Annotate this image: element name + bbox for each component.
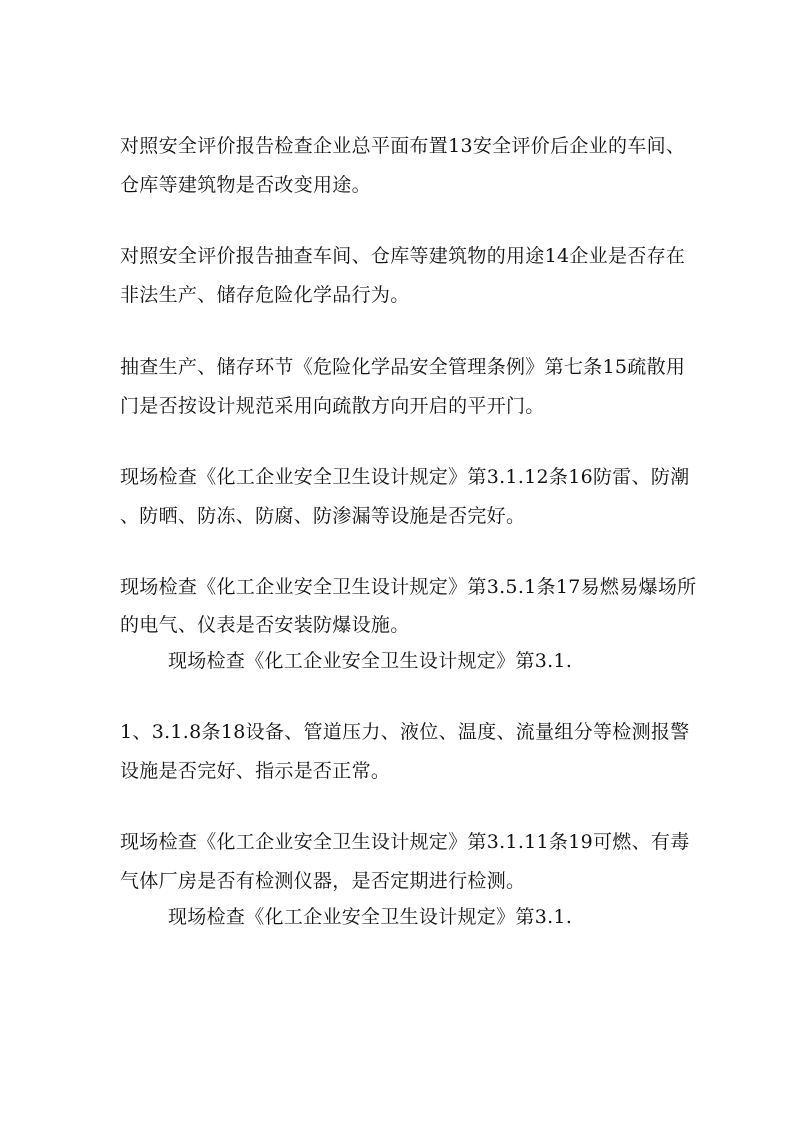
paragraph-6-line-1: 1、3.1.8条18设备、管道压力、液位、温度、流量组分等检测报警 — [120, 721, 690, 743]
paragraph-3-line-1: 抽查生产、储存环节《危险化学品安全管理条例》第七条15疏散用 — [120, 356, 686, 378]
paragraph-7-line-2: 气体厂房是否有检测仪器，是否定期进行检测。 — [120, 870, 526, 892]
paragraph-7-line-3: 现场检查《化工企业安全卫生设计规定》第3.1. — [168, 906, 573, 928]
paragraph-2-line-2: 非法生产、储存危险化学品行为。 — [120, 284, 410, 306]
paragraph-5-line-3: 现场检查《化工企业安全卫生设计规定》第3.1. — [168, 650, 573, 672]
paragraph-4-line-1: 现场检查《化工企业安全卫生设计规定》第3.1.12条16防雷、防潮 — [120, 466, 690, 488]
paragraph-1-line-1: 对照安全评价报告检查企业总平面布置13安全评价后企业的车间、 — [120, 135, 686, 157]
paragraph-3-line-2: 门是否按设计规范采用向疏散方向开启的平开门。 — [120, 395, 545, 417]
paragraph-7-line-1: 现场检查《化工企业安全卫生设计规定》第3.1.11条19可燃、有毒 — [120, 831, 690, 853]
paragraph-2-line-1: 对照安全评价报告抽查车间、仓库等建筑物的用途14企业是否存在 — [120, 245, 686, 267]
paragraph-1-line-2: 仓库等建筑物是否改变用途。 — [120, 174, 371, 196]
paragraph-6-line-2: 设施是否完好、指示是否正常。 — [120, 760, 391, 782]
paragraph-4-line-2: 、防晒、防冻、防腐、防渗漏等设施是否完好。 — [120, 505, 526, 527]
paragraph-5-line-2: 的电气、仪表是否安装防爆设施。 — [120, 614, 410, 636]
paragraph-5-line-1: 现场检查《化工企业安全卫生设计规定》第3.5.1条17易燃易爆场所 — [120, 576, 697, 598]
